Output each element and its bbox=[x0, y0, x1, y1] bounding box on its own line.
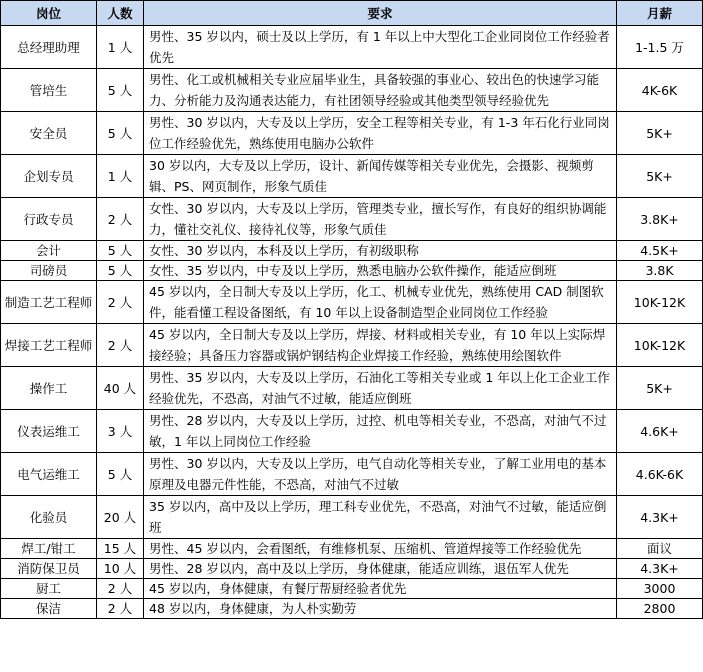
cell-salary: 4.3K+ bbox=[617, 559, 703, 579]
cell-requirements: 男性、30 岁以内，大专及以上学历，电气自动化等相关专业，了解工业用电的基本原理及电器元件性能，不恐高，对油气不过敏 bbox=[144, 453, 617, 496]
cell-count: 5 人 bbox=[97, 241, 144, 261]
cell-requirements: 女性、30 岁以内，大专及以上学历，管理类专业，擅长写作，有良好的组织协调能力，懂社交礼仪、接待礼仪等，形象气质佳 bbox=[144, 198, 617, 241]
cell-position: 电气运维工 bbox=[1, 453, 97, 496]
header-requirements: 要求 bbox=[144, 1, 617, 26]
cell-requirements: 48 岁以内，身体健康，为人朴实勤劳 bbox=[144, 599, 617, 619]
cell-position: 会计 bbox=[1, 241, 97, 261]
cell-position: 厨工 bbox=[1, 579, 97, 599]
cell-position: 焊接工艺工程师 bbox=[1, 324, 97, 367]
cell-position: 仪表运维工 bbox=[1, 410, 97, 453]
cell-requirements: 30 岁以内，大专及以上学历，设计、新闻传媒等相关专业优先，会摄影、视频剪辑、PS、网页制作，形象气质佳 bbox=[144, 155, 617, 198]
cell-count: 2 人 bbox=[97, 324, 144, 367]
table-row bbox=[1, 324, 703, 367]
cell-count: 2 人 bbox=[97, 281, 144, 324]
cell-requirements: 男性、35 岁以内，大专及以上学历，石油化工等相关专业或 1 年以上化工企业工作经验优先，不恐高，对油气不过敏，能适应倒班 bbox=[144, 367, 617, 410]
cell-count: 5 人 bbox=[97, 261, 144, 281]
table-row bbox=[1, 496, 703, 539]
cell-count: 5 人 bbox=[97, 112, 144, 155]
cell-requirements: 女性、35 岁以内，中专及以上学历，熟悉电脑办公软件操作，能适应倒班 bbox=[144, 261, 617, 281]
cell-salary: 3.8K+ bbox=[617, 198, 703, 241]
header-salary: 月薪 bbox=[617, 1, 703, 26]
cell-count: 1 人 bbox=[97, 155, 144, 198]
cell-position: 操作工 bbox=[1, 367, 97, 410]
table-row bbox=[1, 198, 703, 241]
cell-count: 40 人 bbox=[97, 367, 144, 410]
table-row bbox=[1, 410, 703, 453]
cell-requirements: 男性、35 岁以内，硕士及以上学历，有 1 年以上中大型化工企业同岗位工作经验者优先 bbox=[144, 26, 617, 69]
table-row bbox=[1, 579, 703, 599]
cell-count: 2 人 bbox=[97, 579, 144, 599]
cell-position: 安全员 bbox=[1, 112, 97, 155]
cell-salary: 5K+ bbox=[617, 155, 703, 198]
table-row bbox=[1, 367, 703, 410]
cell-salary: 1-1.5 万 bbox=[617, 26, 703, 69]
cell-salary: 4.6K+ bbox=[617, 410, 703, 453]
cell-salary: 4.3K+ bbox=[617, 496, 703, 539]
cell-position: 化验员 bbox=[1, 496, 97, 539]
header-position: 岗位 bbox=[1, 1, 97, 26]
table-row bbox=[1, 453, 703, 496]
cell-count: 10 人 bbox=[97, 559, 144, 579]
cell-count: 15 人 bbox=[97, 539, 144, 559]
table-row bbox=[1, 155, 703, 198]
cell-count: 5 人 bbox=[97, 69, 144, 112]
cell-salary: 5K+ bbox=[617, 112, 703, 155]
cell-count: 5 人 bbox=[97, 453, 144, 496]
cell-position: 消防保卫员 bbox=[1, 559, 97, 579]
cell-salary: 4.6K-6K bbox=[617, 453, 703, 496]
cell-position: 管培生 bbox=[1, 69, 97, 112]
cell-requirements: 男性、化工或机械相关专业应届毕业生，具备较强的事业心、较出色的快速学习能力、分析能力及沟通表达能力，有社团领导经验或其他类型领导经验优先 bbox=[144, 69, 617, 112]
header-count: 人数 bbox=[97, 1, 144, 26]
cell-requirements: 女性、30 岁以内，本科及以上学历，有初级职称 bbox=[144, 241, 617, 261]
cell-requirements: 男性、28 岁以内，大专及以上学历，过控、机电等相关专业，不恐高，对油气不过敏，1 年以上同岗位工作经验 bbox=[144, 410, 617, 453]
table-row bbox=[1, 281, 703, 324]
table-row bbox=[1, 112, 703, 155]
cell-position: 制造工艺工程师 bbox=[1, 281, 97, 324]
table-row bbox=[1, 261, 703, 281]
cell-position: 行政专员 bbox=[1, 198, 97, 241]
cell-salary: 10K-12K bbox=[617, 281, 703, 324]
header-row bbox=[1, 1, 703, 26]
table-row bbox=[1, 599, 703, 619]
cell-requirements: 男性、45 岁以内，会看图纸，有维修机泵、压缩机、管道焊接等工作经验优先 bbox=[144, 539, 617, 559]
table-row bbox=[1, 241, 703, 261]
cell-salary: 4K-6K bbox=[617, 69, 703, 112]
cell-salary: 3000 bbox=[617, 579, 703, 599]
cell-salary: 3.8K bbox=[617, 261, 703, 281]
cell-salary: 2800 bbox=[617, 599, 703, 619]
table-row bbox=[1, 26, 703, 69]
cell-requirements: 男性、30 岁以内，大专及以上学历，安全工程等相关专业，有 1-3 年石化行业同岗位工作经验优先，熟练使用电脑办公软件 bbox=[144, 112, 617, 155]
cell-count: 20 人 bbox=[97, 496, 144, 539]
cell-salary: 4.5K+ bbox=[617, 241, 703, 261]
cell-position: 焊工/钳工 bbox=[1, 539, 97, 559]
cell-salary: 面议 bbox=[617, 539, 703, 559]
table-row bbox=[1, 559, 703, 579]
cell-requirements: 男性、28 岁以内，高中及以上学历，身体健康，能适应训练，退伍军人优先 bbox=[144, 559, 617, 579]
cell-count: 1 人 bbox=[97, 26, 144, 69]
cell-requirements: 45 岁以内，身体健康，有餐厅帮厨经验者优先 bbox=[144, 579, 617, 599]
cell-requirements: 45 岁以内，全日制大专及以上学历，焊接、材料或相关专业，有 10 年以上实际焊接经验；具备压力容器或锅炉钢结构企业焊接工作经验，熟练使用绘图软件 bbox=[144, 324, 617, 367]
cell-position: 企划专员 bbox=[1, 155, 97, 198]
cell-position: 总经理助理 bbox=[1, 26, 97, 69]
cell-requirements: 35 岁以内，高中及以上学历，理工科专业优先，不恐高，对油气不过敏，能适应倒班 bbox=[144, 496, 617, 539]
cell-requirements: 45 岁以内，全日制大专及以上学历，化工、机械专业优先，熟练使用 CAD 制图软件，能看懂工程设备图纸，有 10 年以上设备制造型企业同岗位工作经验 bbox=[144, 281, 617, 324]
table-row bbox=[1, 539, 703, 559]
cell-count: 3 人 bbox=[97, 410, 144, 453]
cell-count: 2 人 bbox=[97, 198, 144, 241]
cell-position: 司磅员 bbox=[1, 261, 97, 281]
cell-count: 2 人 bbox=[97, 599, 144, 619]
cell-position: 保洁 bbox=[1, 599, 97, 619]
cell-salary: 5K+ bbox=[617, 367, 703, 410]
table-row bbox=[1, 69, 703, 112]
cell-salary: 10K-12K bbox=[617, 324, 703, 367]
